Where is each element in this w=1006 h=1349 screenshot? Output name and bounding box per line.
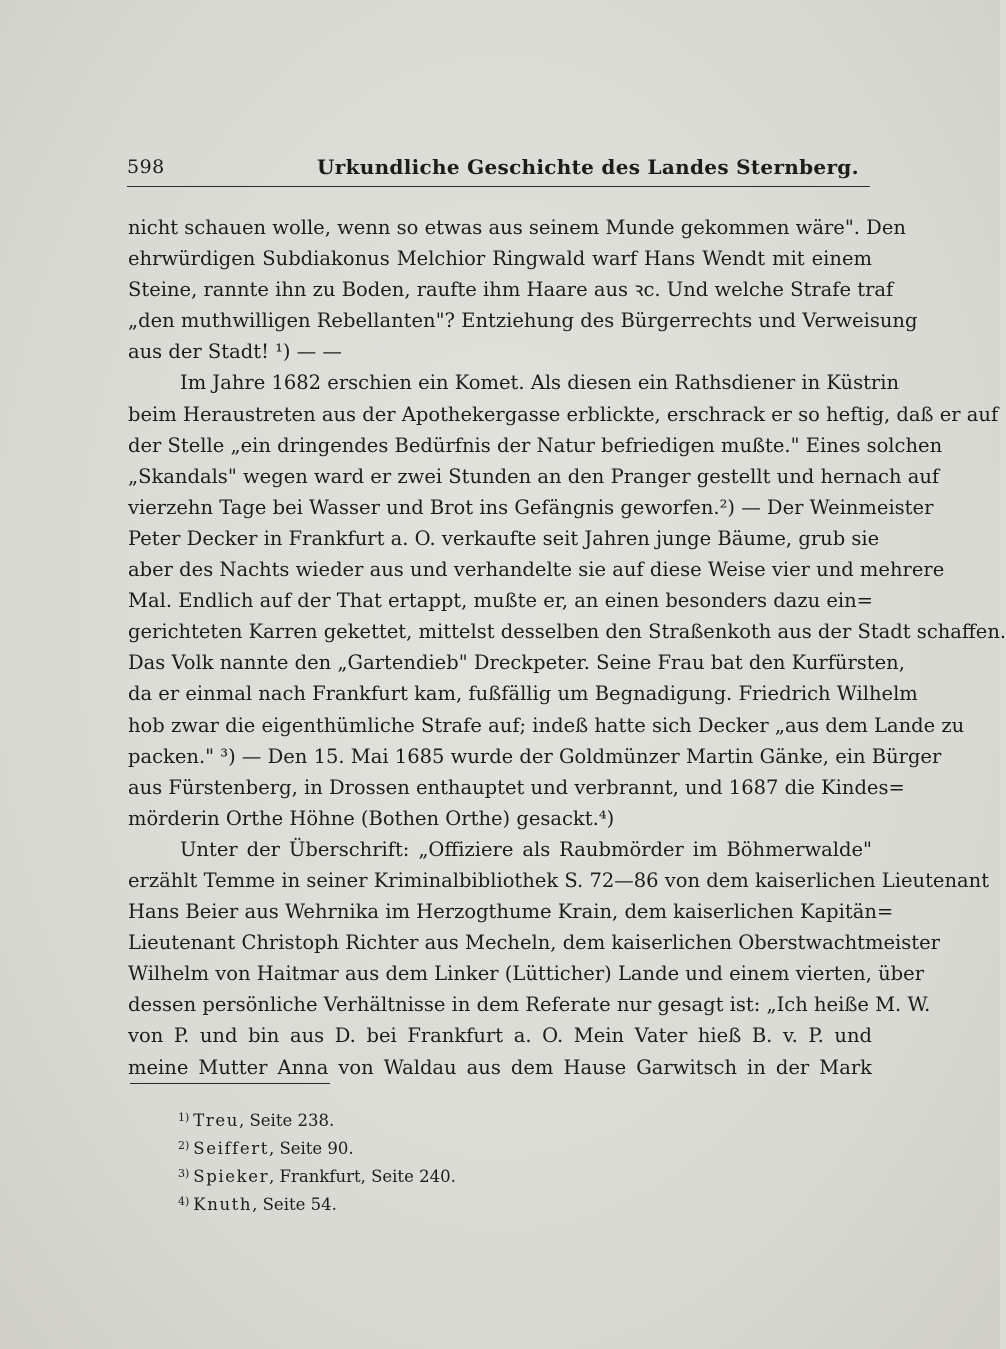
text-line: mörderin Orthe Höhne (Bothen Orthe) gesackt.⁴)	[128, 806, 615, 830]
footnote	[178, 1132, 456, 1160]
text-line: der Stelle „ein dringendes Bedürfnis der Natur befriedigen mußte." Eines solchen	[128, 433, 943, 457]
page-number: 598	[127, 156, 165, 178]
footnote	[178, 1188, 456, 1216]
footnote-divider	[130, 1083, 330, 1084]
text-line: aus der Stadt! ¹) — —	[128, 340, 342, 364]
text-line: aus Fürstenberg, in Drossen enthauptet und verbrannt, und 1687 die Kindes=	[128, 775, 905, 799]
text-line: hob zwar die eigenthümliche Strafe auf; indeß hatte sich Decker „aus dem Lande zu	[128, 713, 965, 737]
text-line: ehrwürdigen Subdiakonus Melchior Ringwald warf Hans Wendt mit einem	[128, 247, 872, 271]
footnote	[178, 1104, 456, 1132]
text-line: aber des Nachts wieder aus und verhandelte sie auf diese Weise vier und mehrere	[128, 558, 945, 582]
text-line: Lieutenant Christoph Richter aus Mecheln, dem kaiserlichen Oberstwachtmeister	[128, 931, 940, 955]
text-line: nicht schauen wolle, wenn so etwas aus seinem Munde gekommen wäre". Den	[128, 216, 906, 239]
text-line: von P. und bin aus D. bei Frankfurt a. O. Mein Vater hieß B. v. P. und	[128, 1024, 872, 1048]
footnotes	[178, 1104, 456, 1216]
footnote-mark: 3)	[178, 1167, 190, 1180]
text-line: Im Jahre 1682 erschien ein Komet. Als diesen ein Rathsdiener in Küstrin	[180, 371, 900, 395]
footnote	[178, 1160, 456, 1188]
footnote-reference: , Frankfurt, Seite 240.	[269, 1167, 456, 1186]
running-title: Urkundliche Geschichte des Landes Sternberg.	[317, 155, 859, 179]
footnote-mark: 2)	[178, 1139, 190, 1152]
text-line: Das Volk nannte den „Gartendieb" Dreckpeter. Seine Frau bat den Kurfürsten,	[128, 651, 905, 675]
footnote-mark: 4)	[178, 1195, 190, 1208]
footnote-mark: 1)	[178, 1111, 190, 1124]
text-line: gerichteten Karren gekettet, mittelst desselben den Straßenkoth aus der Stadt schaffen.	[128, 620, 1006, 644]
text-line: Wilhelm von Haitmar aus dem Linker (Lütticher) Lande und einem vierten, über	[128, 962, 925, 986]
footnote-author: Seiffert	[193, 1139, 269, 1158]
footnote-author: Spieker	[193, 1167, 270, 1186]
text-line: „den muthwilligen Rebellanten"? Entziehung des Bürgerrechts und Verweisung	[128, 309, 918, 333]
text-line: „Skandals" wegen ward er zwei Stunden an den Pranger gestellt und hernach auf	[128, 464, 940, 488]
footnote-reference: , Seite 54.	[252, 1195, 337, 1214]
page-header	[127, 152, 870, 187]
text-line: meine Mutter Anna von Waldau aus dem Hause Garwitsch in der Mark	[128, 1055, 872, 1079]
body-text	[128, 212, 1006, 1083]
text-line: Peter Decker in Frankfurt a. O. verkaufte seit Jahren junge Bäume, grub sie	[128, 526, 880, 550]
text-line: da er einmal nach Frankfurt kam, fußfällig um Begnadigung. Friedrich Wilhelm	[128, 682, 918, 706]
text-line: vierzehn Tage bei Wasser und Brot ins Gefängnis geworfen.²) — Der Weinmeister	[128, 495, 934, 519]
text-line: beim Heraustreten aus der Apothekergasse erblickte, erschrack er so heftig, daß er auf	[128, 402, 999, 426]
footnote-author: Treu	[193, 1111, 239, 1130]
text-line: Unter der Überschrift: „Offiziere als Raubmörder im Böhmerwalde"	[180, 837, 872, 861]
text-line: Mal. Endlich auf der That ertappt, mußte er, an einen besonders dazu ein=	[128, 589, 874, 613]
footnote-author: Knuth	[193, 1195, 253, 1214]
text-line: erzählt Temme in seiner Kriminalbibliothek S. 72—86 von dem kaiserlichen Lieutenant	[128, 868, 990, 892]
footnote-reference: , Seite 238.	[238, 1111, 335, 1130]
footnote-reference: , Seite 90.	[268, 1139, 354, 1158]
text-line: packen." ³) — Den 15. Mai 1685 wurde der Goldmünzer Martin Gänke, ein Bürger	[128, 744, 942, 768]
text-line: Steine, rannte ihn zu Boden, raufte ihm Haare aus ꝛc. Und welche Strafe traf	[128, 278, 894, 302]
text-line: dessen persönliche Verhältnisse in dem Referate nur gesagt ist: „Ich heiße M. W.	[128, 993, 931, 1017]
text-line: Hans Beier aus Wehrnika im Herzogthume Krain, dem kaiserlichen Kapitän=	[128, 900, 894, 924]
